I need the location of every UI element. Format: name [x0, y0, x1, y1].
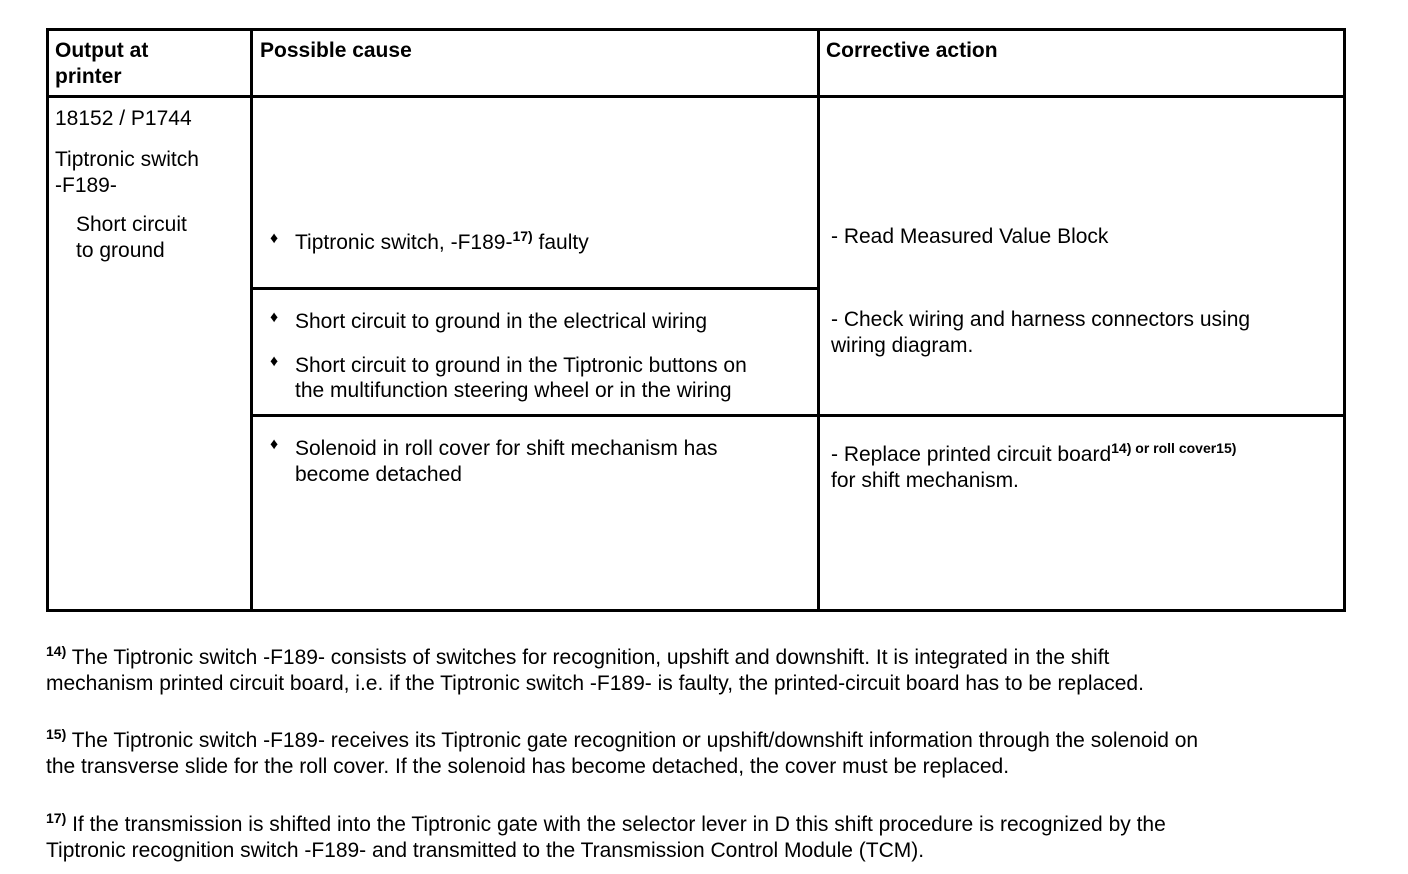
action-row2-line2: wiring diagram.: [831, 334, 974, 357]
cause-row1: [295, 230, 589, 257]
header-possible-cause: Possible cause: [260, 39, 412, 62]
footnote-mark: 14): [46, 643, 67, 659]
footnote-line: If the transmission is shifted into the Tiptronic gate with the selector lever in D this shift procedure is recognized by the: [72, 813, 1166, 836]
cause-row1-text: Tiptronic switch, -F189-: [295, 231, 513, 254]
footnote-line: The Tiptronic switch -F189- receives its Tiptronic gate recognition or upshift/downshift information through the solenoid on: [71, 729, 1199, 752]
cause-row1-after: faulty: [532, 231, 589, 254]
header-divider: [46, 95, 1346, 98]
footnote-ref-14-15: 14) or roll cover15): [1111, 440, 1237, 456]
footnote-ref-17: 17): [512, 228, 533, 244]
fault-code: 18152 / P1744: [55, 107, 192, 130]
header-corrective-action: Corrective action: [826, 39, 998, 62]
condition-line2: to ground: [76, 239, 165, 262]
table-border-right: [1343, 28, 1346, 612]
table-border-left: [46, 28, 49, 612]
bullet-icon: ♦: [270, 353, 279, 370]
cause-row3-line1: Solenoid in roll cover for shift mechanism has: [295, 437, 718, 460]
bullet-icon: ♦: [270, 309, 279, 326]
action-row2-line1: - Check wiring and harness connectors using: [831, 308, 1251, 331]
footnote-line: The Tiptronic switch -F189- consists of switches for recognition, upshift and downshift. It is integrated in the shift: [71, 646, 1110, 669]
footnote-mark: 15): [46, 726, 67, 742]
header-output-line1: Output at: [55, 39, 149, 62]
footnote-line: mechanism printed circuit board, i.e. if the Tiptronic switch -F189- is faulty, the printed-circuit board has to be replaced.: [46, 672, 1144, 695]
cause-row3-line2: become detached: [295, 463, 462, 486]
footnote-mark: 17): [46, 810, 67, 826]
action-row3-line2: for shift mechanism.: [831, 469, 1019, 492]
column-divider-1: [250, 28, 253, 612]
action-row1: - Read Measured Value Block: [831, 225, 1109, 248]
cause-row2b-line1: Short circuit to ground in the Tiptronic buttons on: [295, 354, 747, 377]
footnote-line: Tiptronic recognition switch -F189- and transmitted to the Transmission Control Module (TCM).: [46, 839, 925, 862]
column-divider-2: [817, 28, 820, 612]
bullet-icon: ♦: [270, 230, 279, 247]
condition-line1: Short circuit: [76, 213, 187, 236]
bullet-icon: ♦: [270, 436, 279, 453]
action-row3-line1: [831, 442, 1236, 469]
row-divider-2: [250, 414, 1346, 417]
header-output-line2: printer: [55, 65, 122, 88]
cause-row2a: Short circuit to ground in the electrical wiring: [295, 310, 708, 333]
row-divider-1-cause: [250, 287, 820, 290]
table-border-top: [46, 28, 1346, 31]
table-border-bottom: [46, 609, 1346, 612]
action-row3-text: - Replace printed circuit board: [831, 443, 1112, 466]
cause-row2b-line2: the multifunction steering wheel or in the wiring: [295, 379, 732, 402]
footnote-line: the transverse slide for the roll cover. If the solenoid has become detached, the cover must be replaced.: [46, 755, 1010, 778]
component-line1: Tiptronic switch: [55, 148, 199, 171]
component-line2: -F189-: [55, 174, 117, 197]
